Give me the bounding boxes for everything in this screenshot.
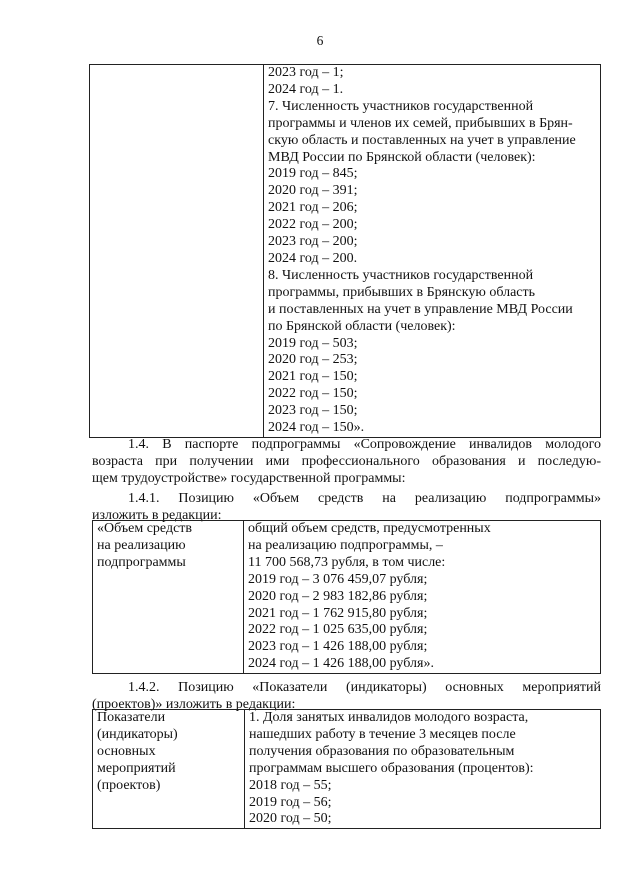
paragraph-1-4 [92, 436, 601, 487]
table-cell-left [90, 65, 264, 438]
table-row [90, 65, 601, 438]
table-line: 2024 год – 150». [268, 420, 365, 436]
table-row [93, 710, 601, 829]
table-line: (проектов) [97, 777, 161, 793]
table-line: 2023 год – 1 426 188,00 рубля; [248, 639, 428, 655]
table-line: общий объем средств, предусмотренных [248, 521, 491, 536]
table-line: 2021 год – 1 762 915,80 рубля; [248, 605, 428, 621]
table-line: и поставленных на учет в управление МВД России [268, 301, 573, 317]
table-line: 2020 год – 391; [268, 183, 358, 199]
table-line: получения образования по образовательным [249, 743, 515, 759]
indicators-table-continued [89, 64, 601, 438]
paragraph-line: (проектов)» изложить в редакции: [92, 697, 296, 712]
paragraph-line: изложить в редакции: [92, 508, 222, 523]
table-line: 2020 год – 2 983 182,86 рубля; [248, 588, 428, 604]
table-line: на реализацию [97, 537, 186, 553]
paragraph-1-4-1 [92, 490, 601, 524]
paragraph-line: щем трудоустройстве» государственной программы: [92, 471, 406, 486]
table-line: 2024 год – 1. [268, 81, 344, 97]
paragraph-line: 1.4.2. Позицию «Показатели (индикаторы) основных мероприятий [128, 680, 601, 695]
indicators-table [92, 709, 601, 829]
table-line: подпрограммы [97, 554, 186, 570]
table-line: скую область и поставленных на учет в управление [268, 132, 576, 148]
table-line: программы, прибывших в Брянскую область [268, 284, 536, 300]
table-line: основных [97, 743, 156, 759]
table-line: 2023 год – 200; [268, 234, 358, 250]
table-line: на реализацию подпрограммы, – [248, 537, 443, 553]
table-line: 2022 год – 150; [268, 386, 358, 402]
paragraph-line: 1.4.1. Позицию «Объем средств на реализацию подпрограммы» [128, 491, 601, 506]
table-line: программам высшего образования (процентов): [249, 760, 534, 776]
table-line: 7. Численность участников государственной [268, 98, 534, 114]
table-line: (индикаторы) [97, 726, 178, 742]
table-line: 2020 год – 253; [268, 352, 358, 368]
table-cell-right [244, 521, 601, 674]
table-line: 2022 год – 200; [268, 217, 358, 233]
table-line: нашедших работу в течение 3 месяцев после [249, 726, 516, 742]
paragraph-line: 1.4. В паспорте подпрограммы «Сопровождение инвалидов молодого [128, 437, 601, 452]
table-line: мероприятий [97, 760, 176, 776]
table-line: «Объем средств [97, 521, 193, 536]
table-line: МВД России по Брянской области (человек): [268, 149, 536, 165]
table-line: по Брянской области (человек): [268, 318, 456, 334]
table-line: 2023 год – 1; [268, 65, 344, 80]
table-row [93, 521, 601, 674]
table-line: 2021 год – 206; [268, 200, 358, 216]
table-line: 2021 год – 150; [268, 369, 358, 385]
funding-table [92, 520, 601, 674]
table-line: 2018 год – 55; [249, 777, 332, 793]
table-line: программы и членов их семей, прибывших в Брян- [268, 115, 573, 131]
table-line: 11 700 568,73 рубля, в том числе: [248, 554, 446, 570]
table-line: Показатели [97, 710, 166, 725]
table-line: 2019 год – 503; [268, 335, 358, 351]
table-line: 2019 год – 3 076 459,07 рубля; [248, 571, 428, 587]
table-line: 2022 год – 1 025 635,00 рубля; [248, 622, 428, 638]
page-number: 6 [316, 33, 324, 48]
table-cell-right [264, 65, 601, 438]
paragraph-line: возраста при получении ими профессионального образования и последую- [92, 454, 601, 469]
table-cell-right [245, 710, 601, 829]
table-line: 2024 год – 200. [268, 250, 358, 266]
table-line: 1. Доля занятых инвалидов молодого возраста, [249, 710, 529, 725]
table-cell-left [93, 521, 244, 674]
table-line: 8. Численность участников государственной [268, 267, 534, 283]
paragraph-1-4-2 [92, 679, 601, 713]
table-line: 2023 год – 150; [268, 403, 358, 419]
table-line: 2019 год – 56; [249, 794, 332, 810]
table-line: 2024 год – 1 426 188,00 рубля». [248, 656, 434, 672]
table-line: 2020 год – 50; [249, 811, 332, 827]
table-line: 2019 год – 845; [268, 166, 358, 182]
table-cell-left [93, 710, 245, 829]
